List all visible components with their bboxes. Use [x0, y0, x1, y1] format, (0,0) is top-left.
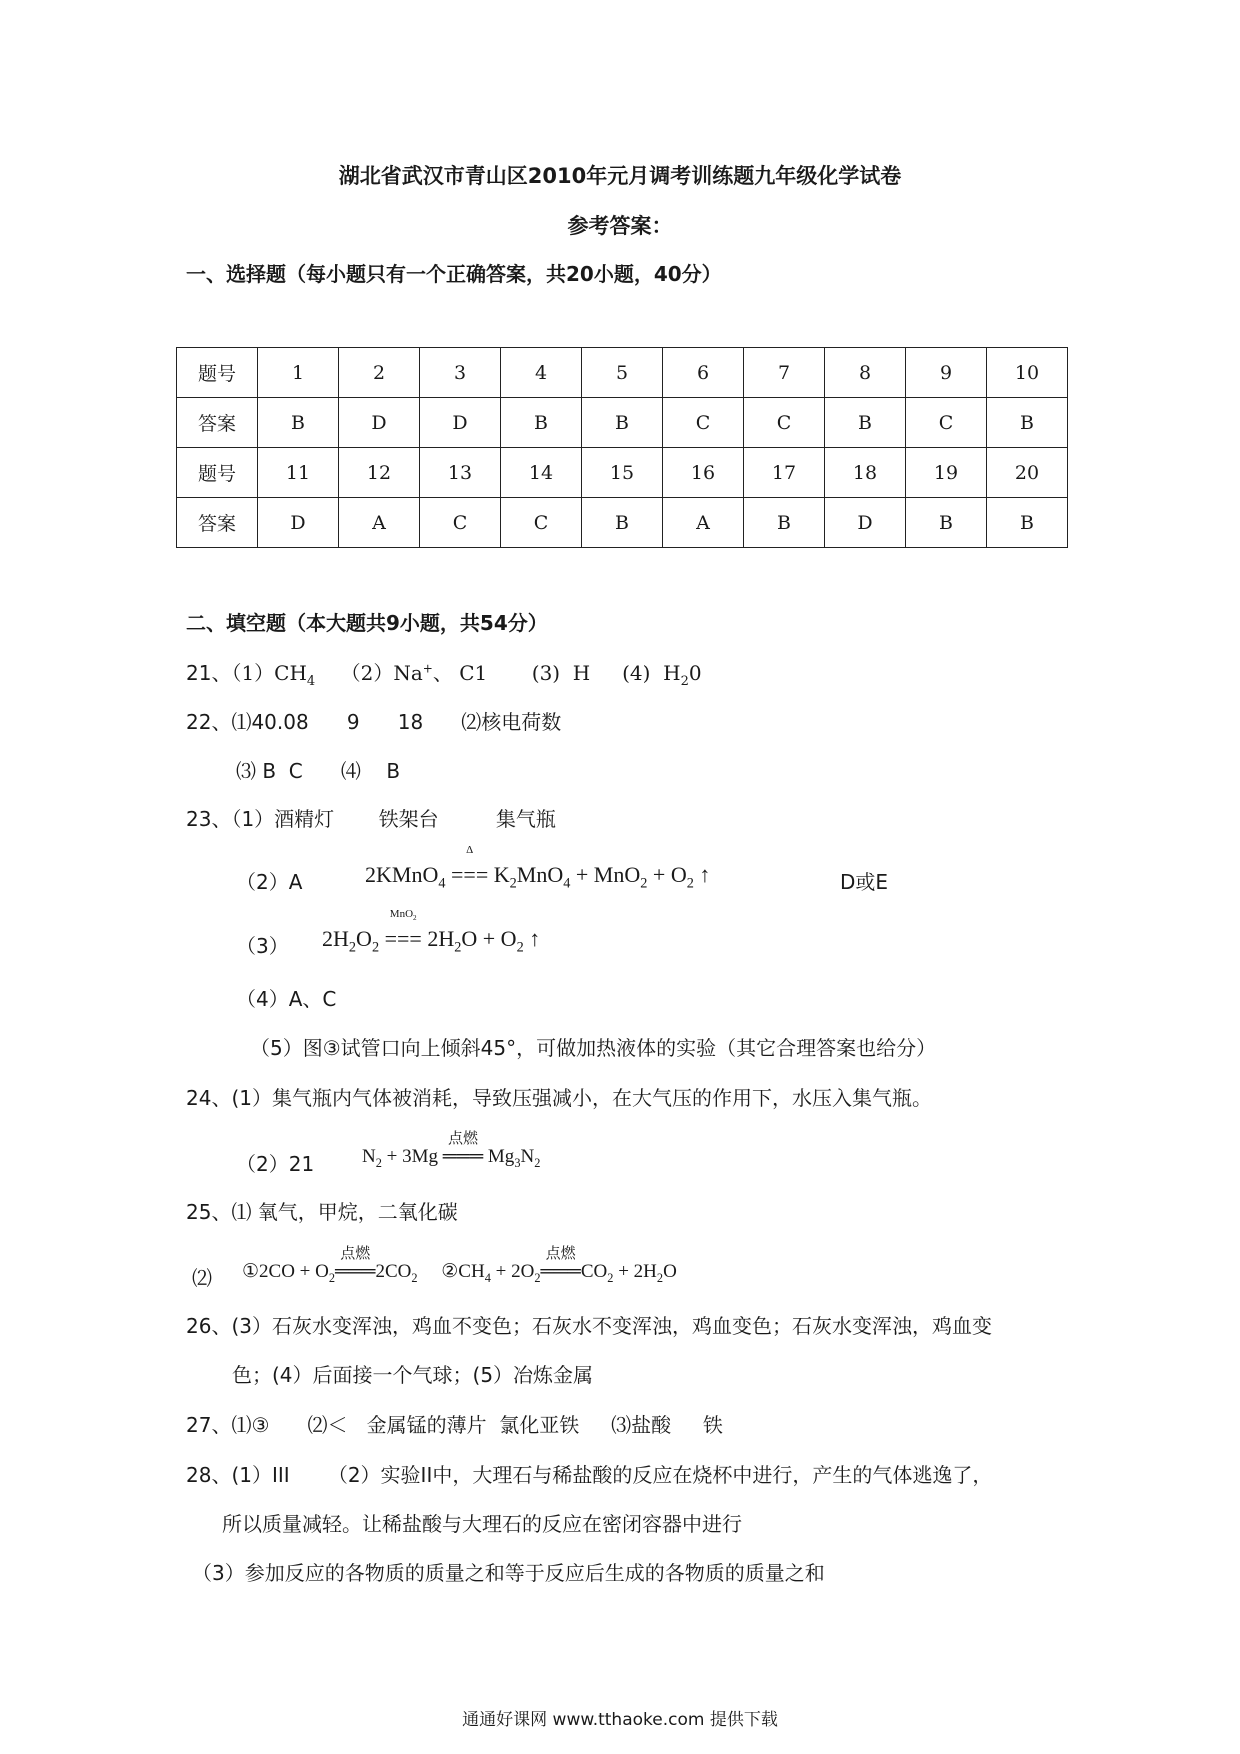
- table-cell: B: [501, 398, 582, 448]
- q27-line1: 27、⑴③ ⑵＜ 金属锰的薄片 氯化亚铁 ⑶盐酸 铁: [186, 1413, 723, 1437]
- q21-line: [186, 657, 702, 689]
- table-cell: 17: [744, 448, 825, 498]
- q21-part2b: 、 C1: [432, 661, 488, 685]
- table-cell: B: [582, 498, 663, 548]
- table-cell: D: [258, 498, 339, 548]
- section1-heading: 一、选择题（每小题只有一个正确答案，共20小题，40分）: [186, 262, 722, 286]
- table-cell: 3: [420, 348, 501, 398]
- table-cell: 5: [582, 348, 663, 398]
- page-subtitle: 参考答案：: [567, 214, 673, 238]
- q25-ignite-condition-1: 点燃: [340, 1244, 371, 1262]
- table-cell: 16: [663, 448, 744, 498]
- table-cell: 1: [258, 348, 339, 398]
- footer-credit: 通通好课网 www.tthaoke.com 提供下载: [462, 1710, 778, 1730]
- table-cell: C: [420, 498, 501, 548]
- q25-part2-label: ⑵: [192, 1266, 212, 1290]
- q21-part4-sub: 2: [680, 674, 689, 689]
- q22-line2: ⑶ B C ⑷ B: [236, 759, 401, 783]
- q21-part3: (3) H: [531, 661, 591, 685]
- table-cell: 9: [906, 348, 987, 398]
- q23-equation-2: $2H_2O_2$ MnO$_2$ === $2H_2O + O_2$ ↑: [322, 908, 541, 956]
- section2-heading: 二、填空题（本大题共9小题，共54分）: [186, 611, 548, 635]
- q24-equation: $N_2 + 3Mg$ 点燃 ═══ $Mg_3N_2$: [362, 1129, 541, 1170]
- answer-table: [176, 347, 1068, 548]
- page-title: 湖北省武汉市青山区2010年元月调考训练题九年级化学试卷: [338, 164, 902, 188]
- q21-part1-sub: 4: [306, 674, 316, 689]
- table-cell: A: [663, 498, 744, 548]
- q23-line5: （5）图③试管口向上倾斜45°，可做加热液体的实验（其它合理答案也给分）: [250, 1036, 937, 1060]
- table-cell: D: [339, 398, 420, 448]
- table-cell: 10: [987, 348, 1068, 398]
- eq1-left: 2KMnO: [365, 862, 439, 887]
- q28-line1: 28、(1）III （2）实验II中，大理石与稀盐酸的反应在烧杯中进行，产生的气体逃逸了，: [186, 1463, 993, 1487]
- q21-part4: (4) H: [622, 661, 681, 685]
- table-cell: 2: [339, 348, 420, 398]
- q24-part2-label: （2）21: [236, 1152, 315, 1176]
- table-cell: 12: [339, 448, 420, 498]
- table-cell: 4: [501, 348, 582, 398]
- q25-line1: 25、⑴ 氧气，甲烷，二氧化碳: [186, 1200, 458, 1224]
- table-cell: 8: [825, 348, 906, 398]
- q25-ignite-condition-2: 点燃: [545, 1244, 576, 1262]
- q21-part2: （2）Na: [340, 661, 423, 685]
- q22-line1: 22、⑴40.08 9 18 ⑵核电荷数: [186, 710, 562, 734]
- q23-part2-tail: D或E: [840, 870, 889, 894]
- q24-line1: 24、(1）集气瓶内气体被消耗，导致压强减小，在大气压的作用下，水压入集气瓶。: [186, 1086, 932, 1110]
- table-cell: B: [906, 498, 987, 548]
- q26-line1: 26、(3）石灰水变浑浊，鸡血不变色；石灰水不变浑浊，鸡血变色；石灰水变浑浊，鸡血变: [186, 1314, 992, 1338]
- eq1-heat-condition: Δ: [466, 844, 474, 856]
- table-row: [177, 348, 1068, 398]
- table-cell: A: [339, 498, 420, 548]
- table-cell: 13: [420, 448, 501, 498]
- table-row-header: 题号: [177, 348, 258, 398]
- eq1-right: K: [493, 862, 510, 887]
- q23-equation-1: 2KMnO$_4$ Δ === $K_2MnO_4 + MnO_2 + O_2$ ↑: [365, 844, 711, 892]
- table-cell: B: [744, 498, 825, 548]
- q23-line4: （4）A、C: [236, 987, 337, 1011]
- table-row: [177, 498, 1068, 548]
- table-cell: B: [825, 398, 906, 448]
- q28-line2: 所以质量减轻。让稀盐酸与大理石的反应在密闭容器中进行: [222, 1512, 742, 1536]
- table-row: [177, 398, 1068, 448]
- table-cell: B: [258, 398, 339, 448]
- q21-part1: （1）CH: [231, 661, 307, 685]
- table-cell: C: [501, 498, 582, 548]
- q23-line1: 23、（1）酒精灯 铁架台 集气瓶: [186, 807, 556, 831]
- table-cell: 15: [582, 448, 663, 498]
- q24-ignite-condition: 点燃: [447, 1129, 478, 1147]
- table-cell: 19: [906, 448, 987, 498]
- table-cell: C: [663, 398, 744, 448]
- eq2-catalyst-condition: MnO$_2$: [389, 908, 417, 923]
- table-row-header: 题号: [177, 448, 258, 498]
- table-cell: B: [987, 398, 1068, 448]
- table-cell: B: [582, 398, 663, 448]
- table-cell: 14: [501, 448, 582, 498]
- table-cell: 6: [663, 348, 744, 398]
- table-cell: D: [825, 498, 906, 548]
- q23-part3-label: （3）: [236, 934, 289, 958]
- table-row-header: 答案: [177, 498, 258, 548]
- table-row: [177, 448, 1068, 498]
- table-cell: D: [420, 398, 501, 448]
- q21-part2-sup: +: [422, 661, 433, 676]
- q21-number: 21、: [186, 661, 232, 685]
- table-cell: C: [906, 398, 987, 448]
- table-cell: 18: [825, 448, 906, 498]
- table-cell: C: [744, 398, 825, 448]
- q21-part4b: 0: [688, 661, 702, 685]
- q26-line2: 色；(4）后面接一个气球；(5）冶炼金属: [232, 1363, 594, 1387]
- q25-equations: ①2CO + $O_2$ 点燃 $═══2CO_2$ $②CH_4 + 2O_2$ 点燃 $═══CO_2 + 2H_2O$: [242, 1244, 677, 1285]
- q23-part2-label: （2）A: [236, 870, 303, 894]
- q28-line3: （3）参加反应的各物质的质量之和等于反应后生成的各物质的质量之和: [192, 1561, 825, 1585]
- table-cell: 7: [744, 348, 825, 398]
- table-cell: B: [987, 498, 1068, 548]
- table-cell: 11: [258, 448, 339, 498]
- table-row-header: 答案: [177, 398, 258, 448]
- table-cell: 20: [987, 448, 1068, 498]
